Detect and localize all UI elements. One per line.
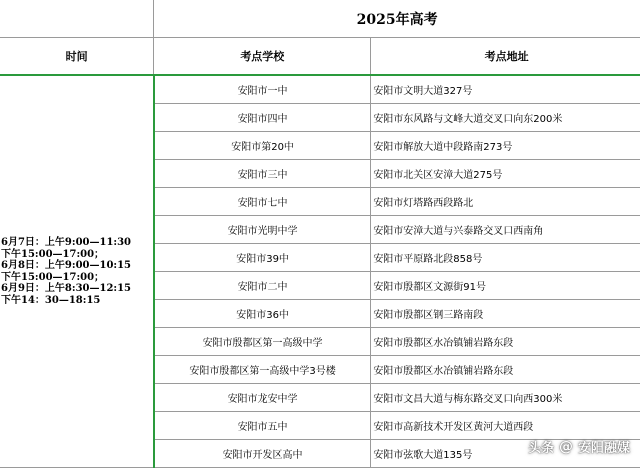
exam-time-line: 6月8日：上午9:00—10:15 <box>1 260 132 271</box>
address-cell: 安阳市高新技术开发区黄河大道西段 <box>371 412 640 440</box>
school-cell: 安阳市36中 <box>154 300 371 328</box>
exam-time-line: 下午14：30—18:15 <box>1 294 101 306</box>
school-cell: 安阳市三中 <box>154 160 371 188</box>
school-cell: 安阳市第20中 <box>154 132 371 160</box>
address-cell: 安阳市殷都区文源街91号 <box>371 272 640 300</box>
school-cell: 安阳市龙安中学 <box>154 384 371 412</box>
school-cell: 安阳市四中 <box>154 104 371 132</box>
address-cell: 安阳市解放大道中段路南273号 <box>371 132 640 160</box>
school-cell: 安阳市光明中学 <box>154 216 371 244</box>
address-cell: 安阳市弦歌大道135号 <box>371 440 640 468</box>
header-school: 考点学校 <box>154 38 371 76</box>
header-row <box>0 38 640 76</box>
title-row <box>0 0 640 38</box>
school-cell: 安阳市殷都区第一高级中学 <box>154 328 371 356</box>
school-cell: 安阳市二中 <box>154 272 371 300</box>
table-row <box>0 75 640 104</box>
address-cell: 安阳市北关区安漳大道275号 <box>371 160 640 188</box>
school-cell: 安阳市殷都区第一高级中学3号楼 <box>154 356 371 384</box>
address-cell: 安阳市文明大道327号 <box>371 75 640 104</box>
address-cell: 安阳市殷都区水冶镇铺岩路东段 <box>371 356 640 384</box>
header-time: 时间 <box>0 38 154 76</box>
address-cell: 安阳市安漳大道与兴泰路交叉口西南角 <box>371 216 640 244</box>
page-title: 2025年高考 <box>154 0 640 38</box>
school-cell: 安阳市七中 <box>154 188 371 216</box>
watermark-at: @ <box>558 438 573 455</box>
address-cell: 安阳市殷都区钢三路南段 <box>371 300 640 328</box>
watermark-brand: 头条 <box>527 441 554 456</box>
exam-time-line: 下午15:00—17:00； <box>1 248 105 260</box>
watermark-account: 安阳融媒 <box>577 441 630 456</box>
header-address: 考点地址 <box>371 38 640 76</box>
school-cell: 安阳市开发区高中 <box>154 440 371 468</box>
school-cell: 安阳市一中 <box>154 75 371 104</box>
address-cell: 安阳市平原路北段858号 <box>371 244 640 272</box>
exam-time-line: 6月7日：上午9:00—11:30 <box>1 237 132 248</box>
address-cell: 安阳市文昌大道与梅东路交叉口向西300米 <box>371 384 640 412</box>
exam-time-cell <box>0 75 154 468</box>
title-blank-cell <box>0 0 154 38</box>
school-cell: 安阳市39中 <box>154 244 371 272</box>
exam-time-line: 6月9日：上午8:30—12:15 <box>1 283 132 294</box>
address-cell: 安阳市东风路与文峰大道交叉口向东200米 <box>371 104 640 132</box>
exam-time-line: 下午15:00—17:00； <box>1 271 105 283</box>
address-cell: 安阳市灯塔路西段路北 <box>371 188 640 216</box>
school-cell: 安阳市五中 <box>154 412 371 440</box>
address-cell: 安阳市殷都区水冶镇铺岩路东段 <box>371 328 640 356</box>
watermark <box>528 437 630 456</box>
